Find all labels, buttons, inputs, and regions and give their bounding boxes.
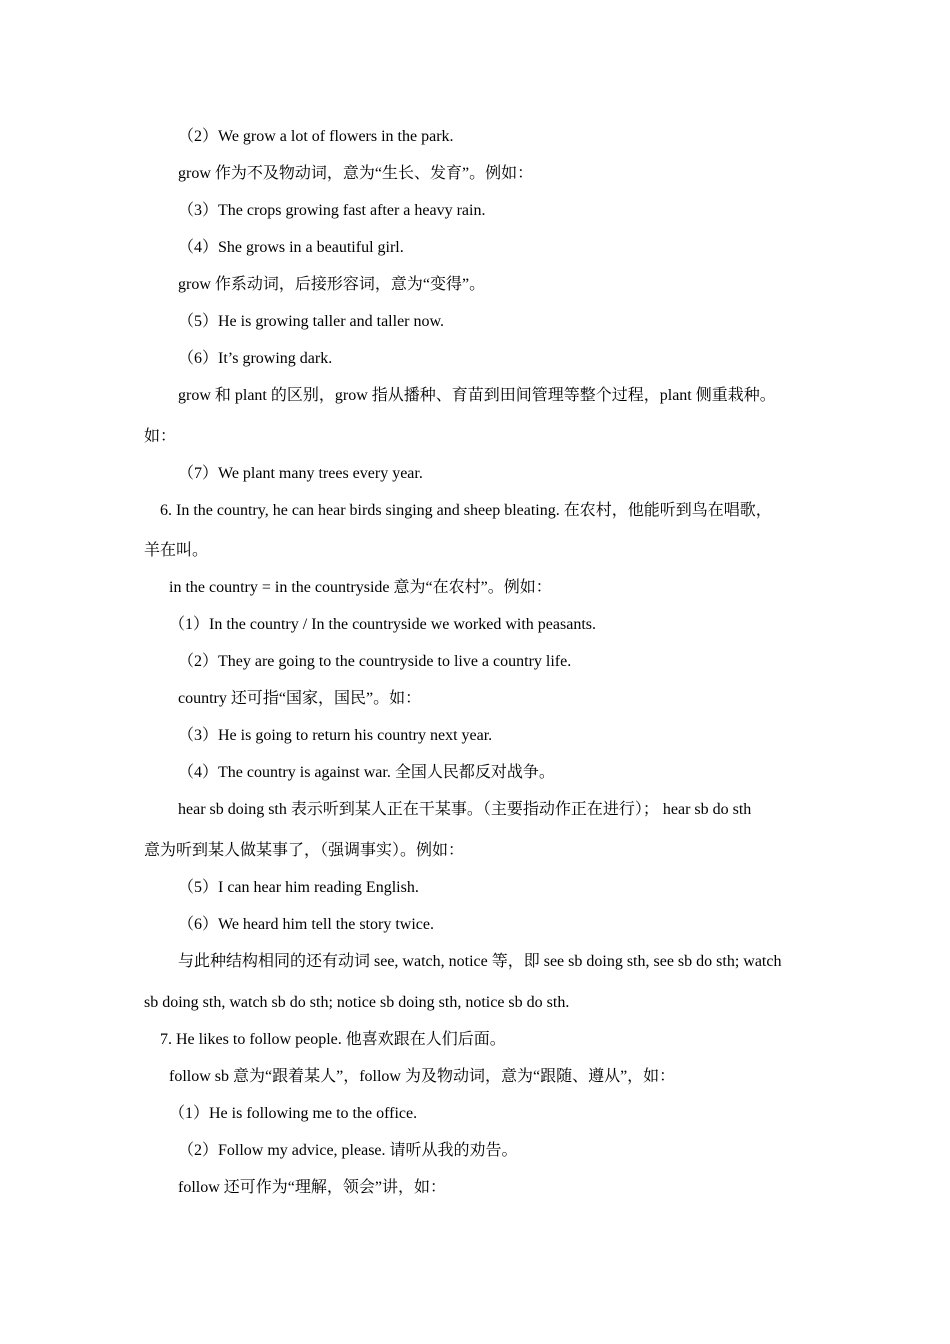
text-line: 与此种结构相同的还有动词 see, watch, notice 等，即 see sb doing sth, see sb do sth; watch xyxy=(178,953,782,970)
text-line: grow 作为不及物动词，意为“生长、发育”。例如： xyxy=(178,165,534,182)
text-line: hear sb doing sth 表示听到某人正在干某事。（主要指动作正在进行）； hear sb do sth xyxy=(178,801,752,818)
text-line: sb doing sth, watch sb do sth; notice sb doing sth, notice sb do sth. xyxy=(144,994,570,1011)
text-line: country 还可指“国家，国民”。如： xyxy=(178,690,422,707)
text-line: （6）We heard him tell the story twice. xyxy=(178,916,434,933)
text-line: 羊在叫。 xyxy=(144,542,209,559)
section-heading: 6. In the country, he can hear birds singing and sheep bleating. 在农村，他能听到鸟在唱歌， xyxy=(160,502,772,519)
text-line: follow sb 意为“跟着某人”，follow 为及物动词，意为“跟随、遵从”，如： xyxy=(169,1068,676,1085)
text-line: （6）It’s growing dark. xyxy=(178,350,333,367)
text-line: （1）He is following me to the office. xyxy=(169,1105,418,1122)
text-line: （5）He is growing taller and taller now. xyxy=(178,313,445,330)
text-line: grow 作系动词，后接形容词，意为“变得”。 xyxy=(178,276,486,293)
text-line: （1）In the country / In the countryside we worked with peasants. xyxy=(169,616,597,633)
text-line: （2）We grow a lot of flowers in the park. xyxy=(178,128,454,145)
text-line: 如： xyxy=(144,428,177,445)
text-line: （2）They are going to the countryside to live a country life. xyxy=(178,653,572,670)
text-line: follow 还可作为“理解，领会”讲，如： xyxy=(178,1179,446,1196)
section-heading: 7. He likes to follow people. 他喜欢跟在人们后面。 xyxy=(160,1031,506,1048)
text-line: （2）Follow my advice, please. 请听从我的劝告。 xyxy=(178,1142,518,1159)
text-line: （7）We plant many trees every year. xyxy=(178,465,423,482)
text-line: （4）She grows in a beautiful girl. xyxy=(178,239,404,256)
text-line: （3）The crops growing fast after a heavy rain. xyxy=(178,202,486,219)
text-line: （5）I can hear him reading English. xyxy=(178,879,419,896)
text-line: 意为听到某人做某事了，（强调事实）。例如： xyxy=(144,842,465,859)
text-line: grow 和 plant 的区别，grow 指从播种、育苗到田间管理等整个过程，plant 侧重栽种。 xyxy=(178,387,776,404)
text-line: （3）He is going to return his country next year. xyxy=(178,727,493,744)
text-line: in the country = in the countryside 意为“在农村”。例如： xyxy=(169,579,552,596)
text-line: （4）The country is against war. 全国人民都反对战争。 xyxy=(178,764,555,781)
